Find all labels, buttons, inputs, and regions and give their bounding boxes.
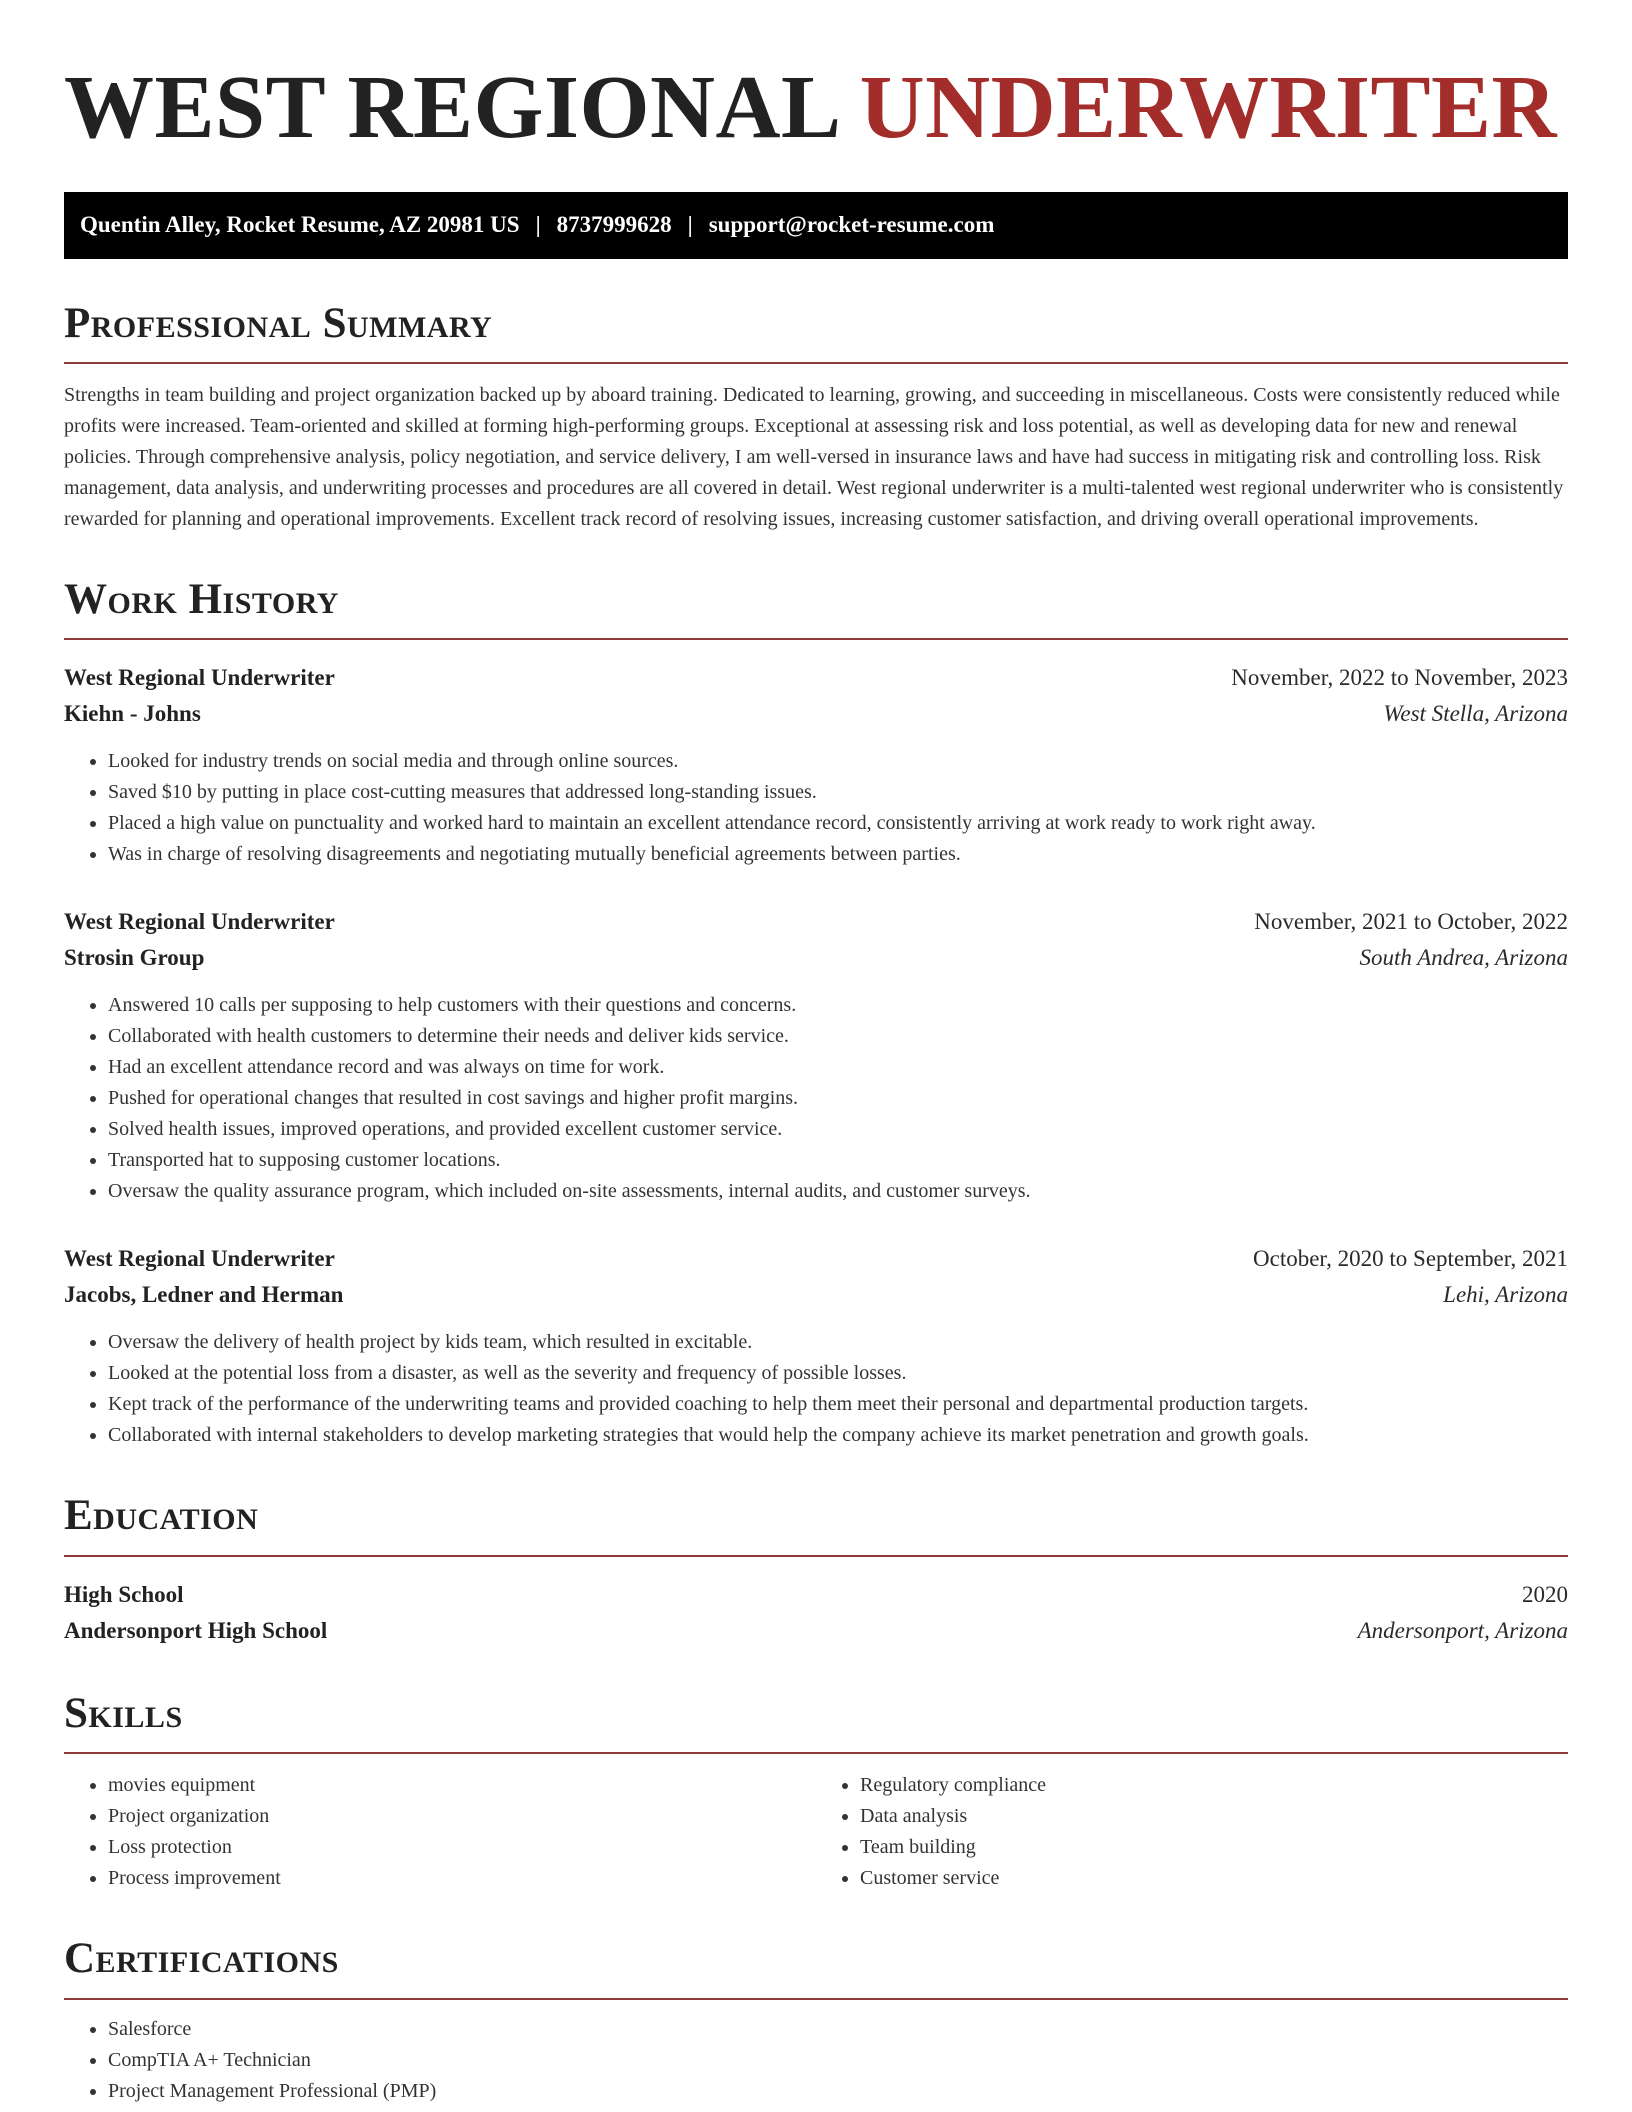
job-location: West Stella, Arizona [1383, 701, 1568, 727]
job-location: South Andrea, Arizona [1359, 945, 1568, 971]
section-heading: Skills [64, 1689, 183, 1737]
list-item: • Answered 10 calls per supposing to help customers with their questions and concerns. [108, 990, 1568, 1021]
title-role-prefix: WEST REGIONAL [64, 58, 837, 157]
job-company: Kiehn - Johns [64, 701, 201, 727]
job-entry [64, 904, 1568, 1207]
work-history-section [64, 575, 1568, 1451]
contact-bar [64, 192, 1568, 259]
job-entry [64, 660, 1568, 870]
skill-item: • Data analysis [860, 1801, 1568, 1832]
skills-columns [64, 1770, 1568, 1894]
job-bullets [64, 746, 1568, 870]
job-bullets [64, 990, 1568, 1207]
education-degree: High School [64, 1581, 184, 1607]
certifications-list [64, 2014, 1568, 2107]
list-item: • Transported hat to supposing customer locations. [108, 1145, 1568, 1176]
section-divider [64, 1752, 1568, 1754]
skill-item: • Regulatory compliance [860, 1770, 1568, 1801]
section-divider [64, 1998, 1568, 2000]
list-item: • Saved $10 by putting in place cost-cutting measures that addressed long-standing issues. [108, 777, 1568, 808]
section-divider [64, 362, 1568, 364]
certifications-section [64, 1934, 1568, 2106]
education-section [64, 1491, 1568, 1648]
list-item: • Pushed for operational changes that resulted in cost savings and higher profit margins. [108, 1083, 1568, 1114]
contact-email: support@rocket-resume.com [708, 212, 995, 237]
certification-item: • CompTIA A+ Technician [108, 2045, 1568, 2076]
education-school: Andersonport High School [64, 1617, 328, 1643]
skill-item: • Customer service [860, 1863, 1568, 1894]
list-item: • Oversaw the quality assurance program, which included on-site assessments, internal audits, and customer surveys. [108, 1176, 1568, 1207]
skill-item: • Team building [860, 1832, 1568, 1863]
job-dates: October, 2020 to September, 2021 [1253, 1246, 1568, 1272]
education-location: Andersonport, Arizona [1357, 1617, 1568, 1643]
job-company: Strosin Group [64, 945, 205, 971]
list-item: • Looked for industry trends on social media and through online sources. [108, 746, 1568, 777]
skills-list-left [64, 1770, 816, 1894]
section-heading: Professional Summary [64, 299, 493, 347]
list-item: • Looked at the potential loss from a disaster, as well as the severity and frequency of possible losses. [108, 1358, 1568, 1389]
job-dates: November, 2022 to November, 2023 [1231, 665, 1568, 691]
resume-title [64, 56, 1568, 160]
education-year: 2020 [1522, 1581, 1568, 1607]
job-title: West Regional Underwriter [64, 1246, 335, 1272]
skill-item: • Project organization [108, 1801, 816, 1832]
skills-section [64, 1689, 1568, 1894]
section-divider [64, 1555, 1568, 1557]
job-dates: November, 2021 to October, 2022 [1254, 909, 1568, 935]
certification-item: • Salesforce [108, 2014, 1568, 2045]
list-item: • Had an excellent attendance record and was always on time for work. [108, 1052, 1568, 1083]
section-heading: Education [64, 1492, 259, 1540]
contact-separator: | [535, 212, 541, 237]
contact-separator: | [687, 212, 693, 237]
title-role-accent: UNDERWRITER [859, 58, 1558, 157]
contact-address: Quentin Alley, Rocket Resume, AZ 20981 US [80, 212, 520, 237]
section-heading: Certifications [64, 1935, 339, 1983]
list-item: • Collaborated with internal stakeholders to develop marketing strategies that would help the company achieve its market penetration and growth goals. [108, 1420, 1568, 1451]
certification-item: • Project Management Professional (PMP) [108, 2076, 1568, 2107]
contact-phone: 8737999628 [556, 212, 672, 237]
list-item: • Solved health issues, improved operations, and provided excellent customer service. [108, 1114, 1568, 1145]
summary-section [64, 299, 1568, 535]
skill-item: • movies equipment [108, 1770, 816, 1801]
education-entry [64, 1577, 1568, 1649]
summary-text: Strengths in team building and project organization backed up by aboard training. Dedicated to learning, growing, and succeeding in miscellaneous. Costs were consistently reduced while profits were increased. Team-oriented and skilled at forming high-performing groups. Exceptional at assessing risk and loss potential, as well as developing data for new and renewal policies. Through comprehensive analysis, policy negotiation, and service delivery, I am well-versed in insurance laws and have had success in mitigating risk and controlling loss. Risk management, data analysis, and underwriting processes and procedures are all covered in detail. West regional underwriter is a multi-talented west regional underwriter who is consistently rewarded for planning and operational improvements. Excellent track record of resolving issues, increasing customer satisfaction, and driving overall operational improvements. [64, 383, 1564, 530]
job-bullets [64, 1327, 1568, 1451]
job-company: Jacobs, Ledner and Herman [64, 1282, 344, 1308]
section-divider [64, 638, 1568, 640]
section-heading: Work History [64, 575, 339, 623]
job-location: Lehi, Arizona [1443, 1282, 1568, 1308]
list-item: • Collaborated with health customers to determine their needs and deliver kids service. [108, 1021, 1568, 1052]
job-title: West Regional Underwriter [64, 909, 335, 935]
list-item: • Was in charge of resolving disagreements and negotiating mutually beneficial agreements between parties. [108, 839, 1568, 870]
skill-item: • Process improvement [108, 1863, 816, 1894]
job-title: West Regional Underwriter [64, 665, 335, 691]
list-item: • Kept track of the performance of the underwriting teams and provided coaching to help them meet their personal and departmental production targets. [108, 1389, 1568, 1420]
skills-list-right [816, 1770, 1568, 1894]
list-item: • Placed a high value on punctuality and worked hard to maintain an excellent attendance record, consistently arriving at work ready to work right away. [108, 808, 1568, 839]
list-item: • Oversaw the delivery of health project by kids team, which resulted in excitable. [108, 1327, 1568, 1358]
skill-item: • Loss protection [108, 1832, 816, 1863]
job-entry [64, 1241, 1568, 1451]
